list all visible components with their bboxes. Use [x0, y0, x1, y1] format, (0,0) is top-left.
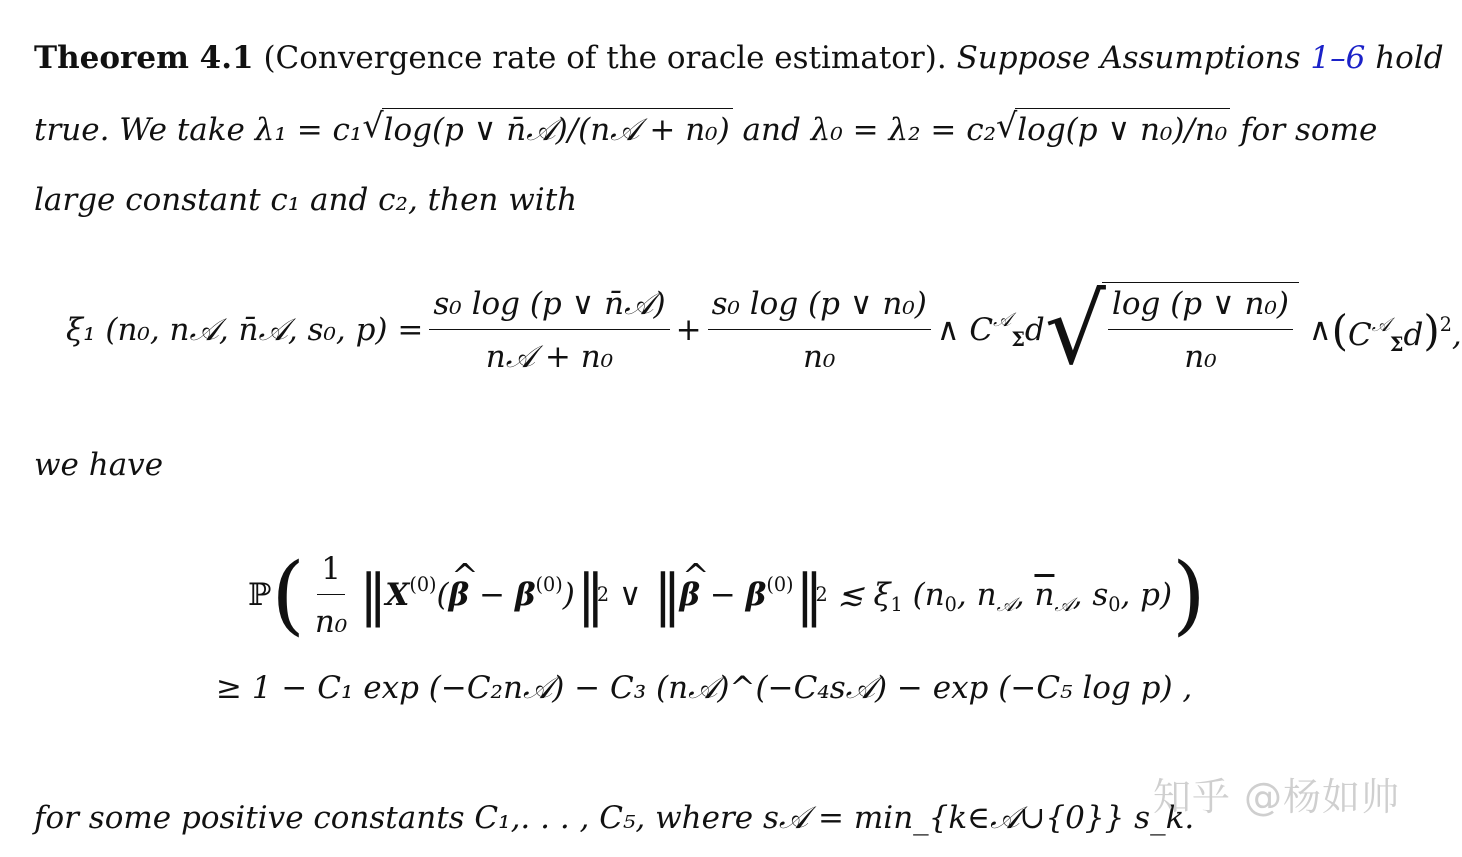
theorem-line-2: [34, 108, 1377, 150]
lambda1-radicand: log(p ∨ n̄𝒜)/(n𝒜 + n₀): [382, 108, 733, 150]
prob-fraction: [311, 550, 351, 641]
xi-lhs: ξ₁ (n₀, n𝒜, n̄𝒜, s₀, p) =: [66, 311, 424, 348]
fraction-1-denominator: n𝒜 + n₀: [485, 338, 614, 375]
lambda1-lhs: λ₁ = c₁: [254, 112, 363, 148]
inequality-line: ≥ 1 − C₁ exp (−C₂n𝒜) − C₃ (n𝒜)^(−C₄s𝒜) − exp (−C₅ log p) ,: [216, 670, 1193, 706]
prob-fraction-denominator: n₀: [314, 603, 348, 640]
fraction-3: [1108, 285, 1293, 376]
for-some-text: for some: [1240, 112, 1378, 148]
lambda02-lhs: λ₀ = λ₂ = c₂: [810, 112, 997, 148]
fraction-3-denominator: n₀: [1184, 339, 1217, 375]
fraction-2-numerator: s₀ log (p ∨ n₀): [708, 285, 931, 330]
and-text: and: [742, 112, 801, 148]
theorem-hold: hold: [1375, 40, 1444, 76]
lambda1-sqrt: [362, 108, 732, 150]
we-have-text: we have: [34, 447, 164, 483]
line2-start: true. We take: [34, 112, 245, 148]
fraction-1: [429, 285, 669, 376]
fraction-1-numerator: s₀ log (p ∨ n̄𝒜): [429, 285, 669, 330]
fraction-2-denominator: n₀: [803, 338, 836, 375]
xi-definition-equation: ξ₁ (n₀, n𝒜, n̄𝒜, s₀, p) = $\frac{\text{s₀ log (p ∨ n̄𝒜)}}{\text{n𝒜 + n₀}}$ + $\frac{\text{s₀ log (p ∨ n₀)}}{\text{n₀}}$ ∧ $C^𝒜_\Sigma d$ √ $\frac{\text{log (p ∨ n₀)}}{\text{n₀}}$ ∧ $(C^𝒜_\Sigma d)^2$,: [66, 274, 1462, 386]
prob-fraction-numerator: 1: [317, 550, 345, 595]
final-line: for some positive constants C₁,. . . , C₅, where s𝒜 = min_{k∈𝒜∪{0}} s_k.: [34, 800, 1195, 836]
lambda02-sqrt: [996, 108, 1230, 150]
big-sqrt: √ $\frac{\text{log (p ∨ n₀)}}{\text{n₀}}$: [1045, 282, 1299, 378]
watermark: 知乎 @杨如帅: [1152, 775, 1400, 819]
fraction-2: [708, 285, 931, 376]
lambda02-radicand: log(p ∨ n₀)/n₀: [1015, 108, 1230, 150]
theorem-title: (Convergence rate of the oracle estimator).: [263, 40, 947, 76]
probability-bound-equation: ℙ ( $\frac{1}{\text{n₀}}$ ‖ $X^{(0)}(\^{}$ $\beta - \beta^{(0)}$) ‖ 2 ∨ ‖ ^ $\beta - \beta^{(0)}$ ‖ 2 ≲ $\xi_1$ ($n_0$, $n_𝒜$, $\overline{n}_𝒜$, $s_0$, p) ): [248, 545, 1206, 645]
assumption-ref-link[interactable]: 1–6: [1310, 40, 1366, 76]
fraction-3-numerator: log (p ∨ n₀): [1108, 285, 1293, 330]
theorem-line-3: large constant c₁ and c₂, then with: [34, 182, 578, 218]
theorem-label: Theorem 4.1: [34, 40, 254, 76]
theorem-intro: Suppose Assumptions: [956, 40, 1301, 76]
theorem-line-1: [34, 38, 1444, 78]
